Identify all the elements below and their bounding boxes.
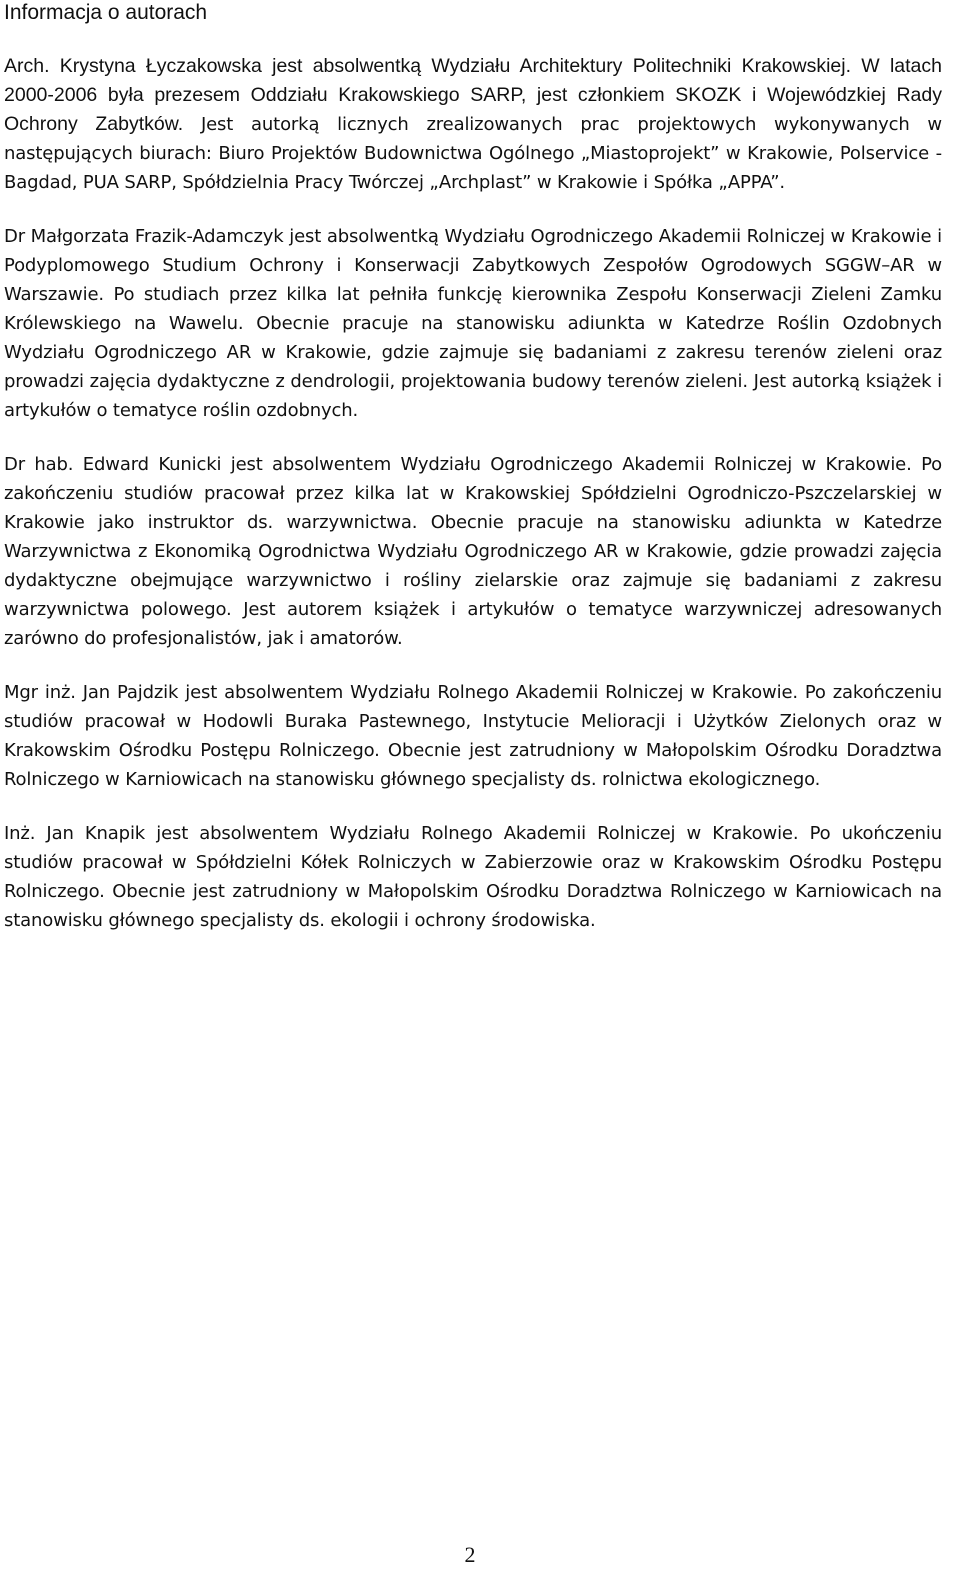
bio-text: Dr hab. Edward Kunicki jest absolwentem Wydziału Ogrodniczego Akademii Rolniczej w Krakowie. Po zakończeniu studiów pracował przez kilka lat w Krakowskiej Spółdzielni Ogrodniczo-Pszczelarskiej w Krakowie jako instruktor ds. warzywnictwa. Obecnie pracuje na stanowisku adiunkta w Katedrze Warzywnictwa z Ekonomiką Ogrodnictwa Wydziału Ogrodniczego AR w Krakowie, gdzie prowadzi zajęcia dydaktyczne obejmujące warzywnictwo i rośliny zielarskie oraz zajmuje się badaniami z zakresu warzywnictwa polowego. Jest autorem książek i artykułów o tematyce warzywniczej adresowanych zarówno do profesjonalistów, jak i amatorów. — [4, 454, 942, 649]
authors-section — [4, 52, 942, 960]
bio-text: Jest autorką licznych zrealizowanych prac projektowych wykonywanych w następujących biurach: Biuro Projektów Budownictwa Ogólnego „Miastoprojekt” w Krakowie, Polservice - Bagdad, PUA SARP, Spółdzielnia Pracy Twórczej „Archplast” w Krakowie i Spółka „APPA”. — [4, 114, 942, 193]
bio-text: Dr Małgorzata Frazik-Adamczyk jest absolwentką Wydziału Ogrodniczego Akademii Rolniczej w Krakowie i Podyplomowego Studium Ochrony i Konserwacji Zabytkowych Zespołów Ogrodowych SGGW–AR w Warszawie. Po studiach przez kilka lat pełniła funkcję kierownika Zespołu Konserwacji Zieleni Zamku Królewskiego na Wawelu. Obecnie pracuje na stanowisku adiunkta w Katedrze Roślin Ozdobnych Wydziału Ogrodniczego AR w Krakowie, gdzie zajmuje się badaniami z zakresu terenów zieleni oraz prowadzi zajęcia dydaktyczne z dendrologii, projektowania budowy terenów zieleni. Jest autorką książek i artykułów o tematyce roślin ozdobnych. — [4, 226, 942, 421]
author-bio-kunicki — [4, 450, 942, 653]
author-bio-lyczakowska — [4, 52, 942, 197]
bio-text: Mgr inż. Jan Pajdzik jest absolwentem Wydziału Rolnego Akademii Rolniczej w Krakowie. Po zakończeniu studiów pracował w Hodowli Buraka Pastewnego, Instytucie Melioracji i Użytków Zielonych oraz w Krakowskim Ośrodku Postępu Rolniczego. Obecnie jest zatrudniony w Małopolskim Ośrodku Doradztwa Rolniczego w Karniowicach na stanowisku głównego specjalisty ds. rolnictwa ekologicznego. — [4, 682, 942, 790]
author-bio-frazik-adamczyk — [4, 222, 942, 425]
bio-text: Arch. Krystyna Łyczakowska jest absolwentką Wydziału Architektury Politechniki Krakowskiej. W latach 2000-2006 była prezesem Oddziału Krakowskiego SARP, jest członkiem SKOZK i Wojewódzkiej Rady Ochrony Zabytków. — [4, 55, 942, 135]
author-bio-pajdzik — [4, 678, 942, 794]
bio-text: Inż. Jan Knapik jest absolwentem Wydziału Rolnego Akademii Rolniczej w Krakowie. Po ukończeniu studiów pracował w Spółdzielni Kółek Rolniczych w Zabierzowie oraz w Krakowskim Ośrodku Postępu Rolniczego. Obecnie jest zatrudniony w Małopolskim Ośrodku Doradztwa Rolniczego w Karniowicach na stanowisku głównego specjalisty ds. ekologii i ochrony środowiska. — [4, 823, 942, 931]
author-bio-knapik — [4, 819, 942, 935]
page-title: Informacja o autorach — [4, 1, 208, 24]
page-number: 2 — [464, 1542, 476, 1567]
